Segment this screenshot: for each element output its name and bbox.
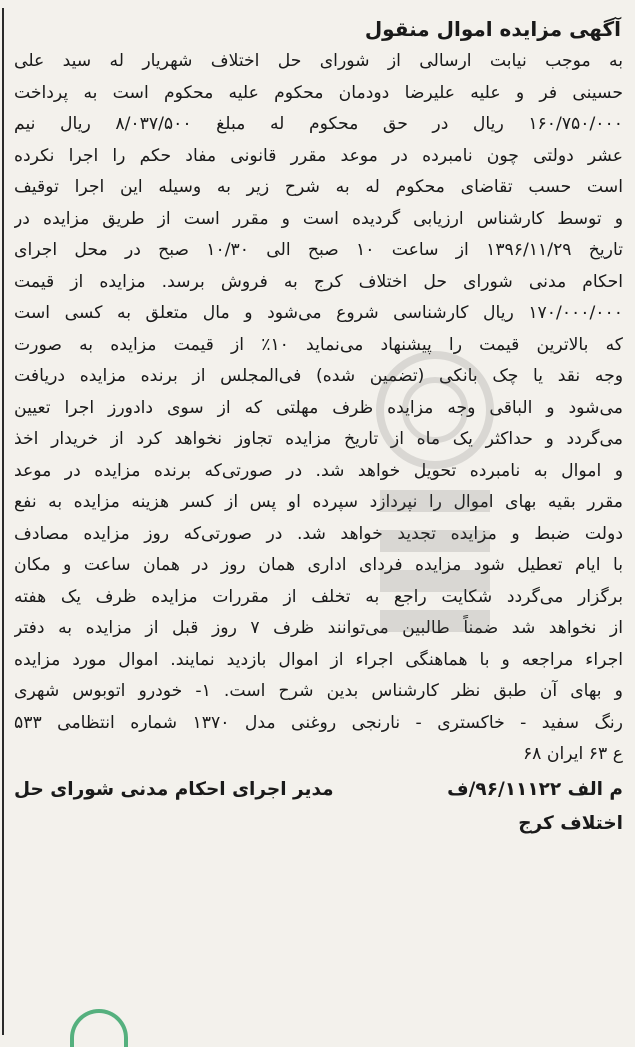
notice-title: آگهی مزایده اموال منقول: [364, 17, 621, 41]
notice-line: حسینی فر و علیه علیرضا دودمان محکوم علیه محکوم است به پرداخت: [14, 82, 623, 103]
notice-line: با ایام تعطیل شود مزایده فردای اداری همان روز در همان ساعت و مکان: [14, 555, 623, 575]
notice-footer: [14, 773, 623, 807]
notice-line: و بهای آن طبق نظر کارشناس بدین شرح است. ۱- خودرو اتوبوس شهری: [14, 681, 623, 701]
notice-line: مقرر بقیه بهای اموال را نپردازد سپرده او پس از کسر هزینه مزایده به نفع: [14, 492, 623, 512]
notice-line: می‌گردد و حداکثر یک ماه از تاریخ مزایده تجاوز نخواهد کرد از خریدار اخذ: [14, 429, 623, 449]
notice-line: وجه نقد یا چک بانکی (تضمین شده) فی‌المجلس از برنده مزایده دریافت: [14, 366, 623, 386]
signature-title: مدیر اجرای احکام مدنی شورای حل: [14, 778, 334, 800]
notice-line: از نخواهد شد ضمناً طالبین می‌توانند ظرف ۷ روز قبل از مزایده به دفتر: [14, 618, 623, 638]
notice-line: و توسط کارشناس ارزیابی گردیده است و مقرر است از طریق مزایده در: [14, 208, 623, 229]
notice-line: ع ۶۳ ایران ۶۸: [522, 744, 623, 764]
signature-title-continued: اختلاف کرج: [518, 812, 623, 834]
notice-line: عشر دولتی چون نامبرده در موعد مقرر قانونی مفاد حکم را اجرا نکرده: [14, 145, 623, 166]
notice-line: رنگ سفید - خاکستری - نارنجی روغنی مدل ۱۳۷۰ شماره انتظامی ۵۳۳: [14, 712, 623, 733]
notice-body: [14, 46, 623, 771]
notice-line: اجراء مراجعه و با هماهنگی اجراء از اموال بازدید نمایند. اموال مورد مزایده: [14, 649, 623, 670]
notice-line: به موجب نیابت ارسالی از شورای حل اختلاف شهریار له سید علی: [14, 51, 623, 71]
notice-line: ۱۷۰/۰۰۰/۰۰۰ ریال کارشناسی شروع می‌شود و مال متعلق به کسی است: [14, 303, 623, 323]
left-border-rule: [2, 8, 4, 1035]
reference-number: م الف ۹۶/۱۱۱۲۲/ف: [447, 778, 623, 800]
notice-line: می‌شود و الباقی وجه مزایده ظرف مهلتی که از سوی دادورز اجرا تعیین: [14, 397, 623, 418]
notice-line: ۱۶۰/۷۵۰/۰۰۰ ریال در حق محکوم له مبلغ ۸/۰۳۷/۵۰۰ ریال نیم: [14, 114, 623, 134]
corner-logo: [70, 1009, 128, 1047]
notice-line: تاریخ ۱۳۹۶/۱۱/۲۹ از ساعت ۱۰ صبح الی ۱۰/۳۰ صبح در محل اجرای: [14, 240, 623, 260]
notice-line: دولت ضبط و مزایده تجدید خواهد شد. در صورتی‌که روز مزایده مصادف: [14, 523, 623, 544]
notice-line: که بالاترین قیمت را پیشنهاد می‌نماید ۱۰٪ از قیمت مزایده به صورت: [14, 334, 623, 355]
notice-line: برگزار می‌گردد شکایت راجع به تخلف از مقررات مزایده ظرف یک هفته: [14, 586, 623, 607]
notice-line: است حسب تقاضای محکوم له به شرح زیر به وسیله این اجرا توقیف: [14, 177, 623, 197]
notice-line: احکام مدنی شورای حل اختلاف کرج به فروش برسد. مزایده از قیمت: [14, 271, 623, 292]
notice-line: و اموال به نامبرده تحویل خواهد شد. در صورتی‌که برنده مزایده در موعد: [14, 460, 623, 481]
